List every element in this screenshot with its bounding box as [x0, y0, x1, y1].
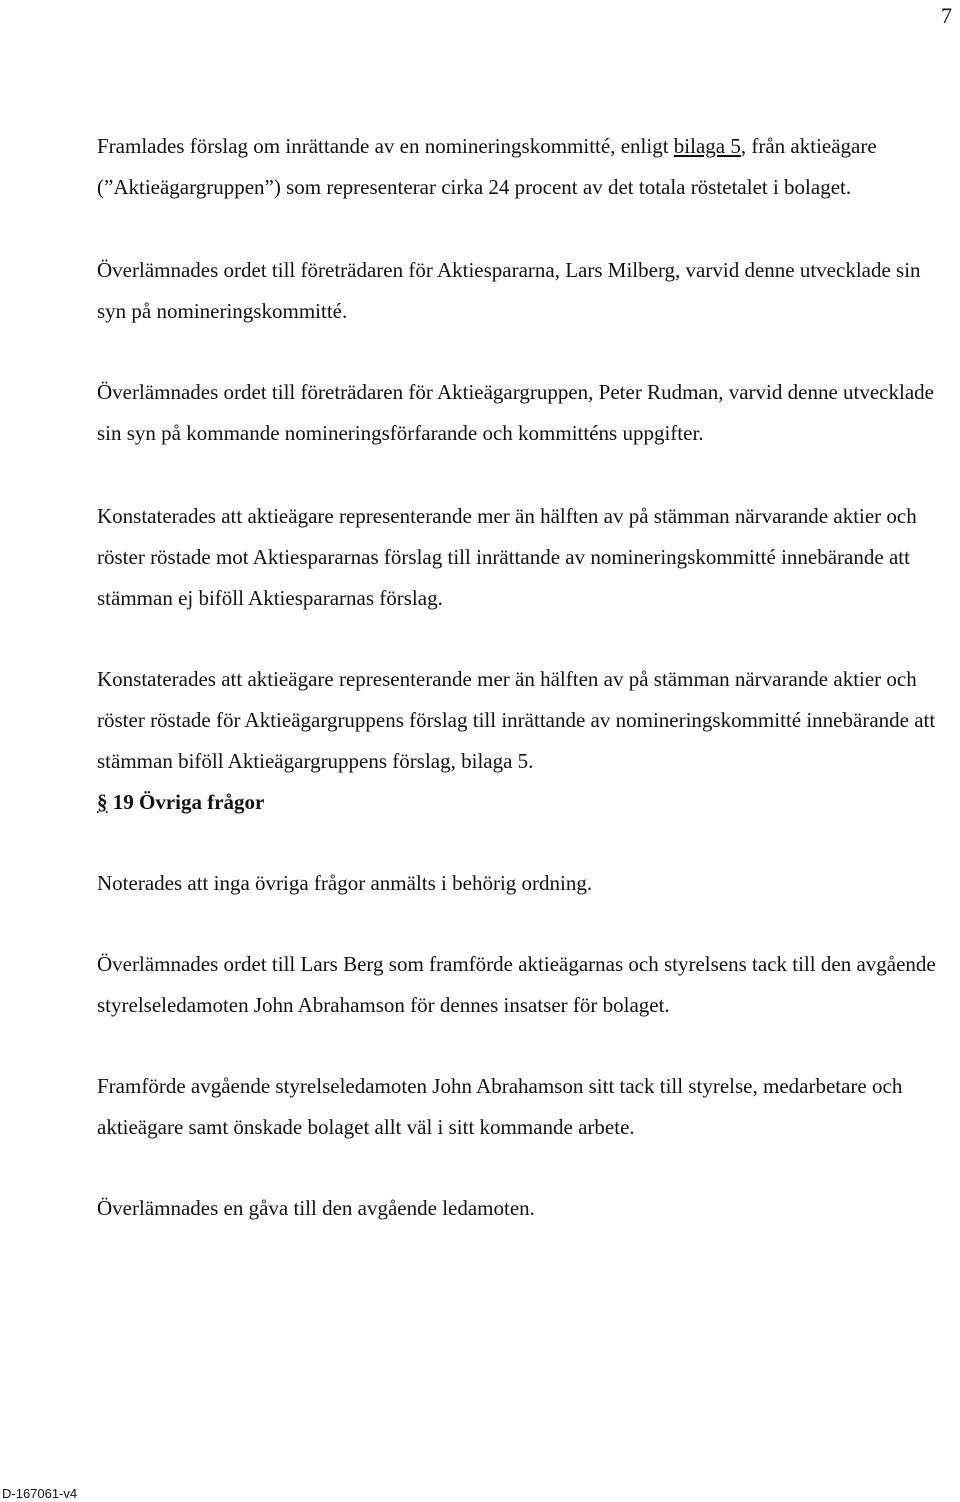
- paragraph-aktiespararna: Överlämnades ordet till företrädaren för Aktiespararna, Lars Milberg, varvid denne utvecklade sin syn på nomineringskommitté.: [97, 258, 921, 323]
- page-number: 7: [941, 3, 952, 28]
- paragraph-farewell: Framförde avgående styrelseledamoten John Abrahamson sitt tack till styrelse, medarbetare och aktieägare samt önskade bolaget allt väl i sitt kommande arbete.: [97, 1074, 903, 1139]
- document-body: [97, 126, 947, 1229]
- appendix-link[interactable]: bilaga 5: [673, 134, 741, 158]
- paragraph-aktieagargruppen: Överlämnades ordet till företrädaren för Aktieägargruppen, Peter Rudman, varvid denne utvecklade sin syn på kommande nomineringsförfarande och kommitténs uppgifter.: [97, 380, 934, 445]
- paragraph-vote-for: Konstaterades att aktieägare representerande mer än hälften av på stämman närvarande aktier och röster röstade för Aktieägargruppens förslag till inrättande av nomineringskommitté innebärande att stämman biföll Aktieägargruppens förslag, bilaga 5.: [97, 667, 936, 773]
- document-id-footer: D-167061-v4: [2, 1486, 78, 1501]
- section-heading: [97, 782, 947, 823]
- paragraph-other-questions: Noterades att inga övriga frågor anmälts i behörig ordning.: [97, 871, 593, 895]
- paragraph-thanks: Överlämnades ordet till Lars Berg som framförde aktieägarnas och styrelsens tack till den avgående styrelseledamoten John Abrahamson för dennes insatser för bolaget.: [97, 952, 936, 1017]
- paragraph-vote-against: Konstaterades att aktieägare representerande mer än hälften av på stämman närvarande aktier och röster röstade mot Aktiespararnas förslag till inrättande av nomineringskommitté innebärande att stämman ej biföll Aktiespararnas förslag.: [97, 504, 917, 610]
- paragraph-proposal: Framlades förslag om inrättande av en nomineringskommitté, enligt bilaga 5, från aktieägare (”Aktieägargruppen”) som representerar cirka 24 procent av det totala röstetalet i bolaget.: [97, 134, 877, 199]
- paragraph-gift: Överlämnades en gåva till den avgående ledamoten.: [97, 1196, 535, 1220]
- section-symbol: §: [97, 790, 108, 814]
- section-title: 19 Övriga frågor: [107, 790, 265, 814]
